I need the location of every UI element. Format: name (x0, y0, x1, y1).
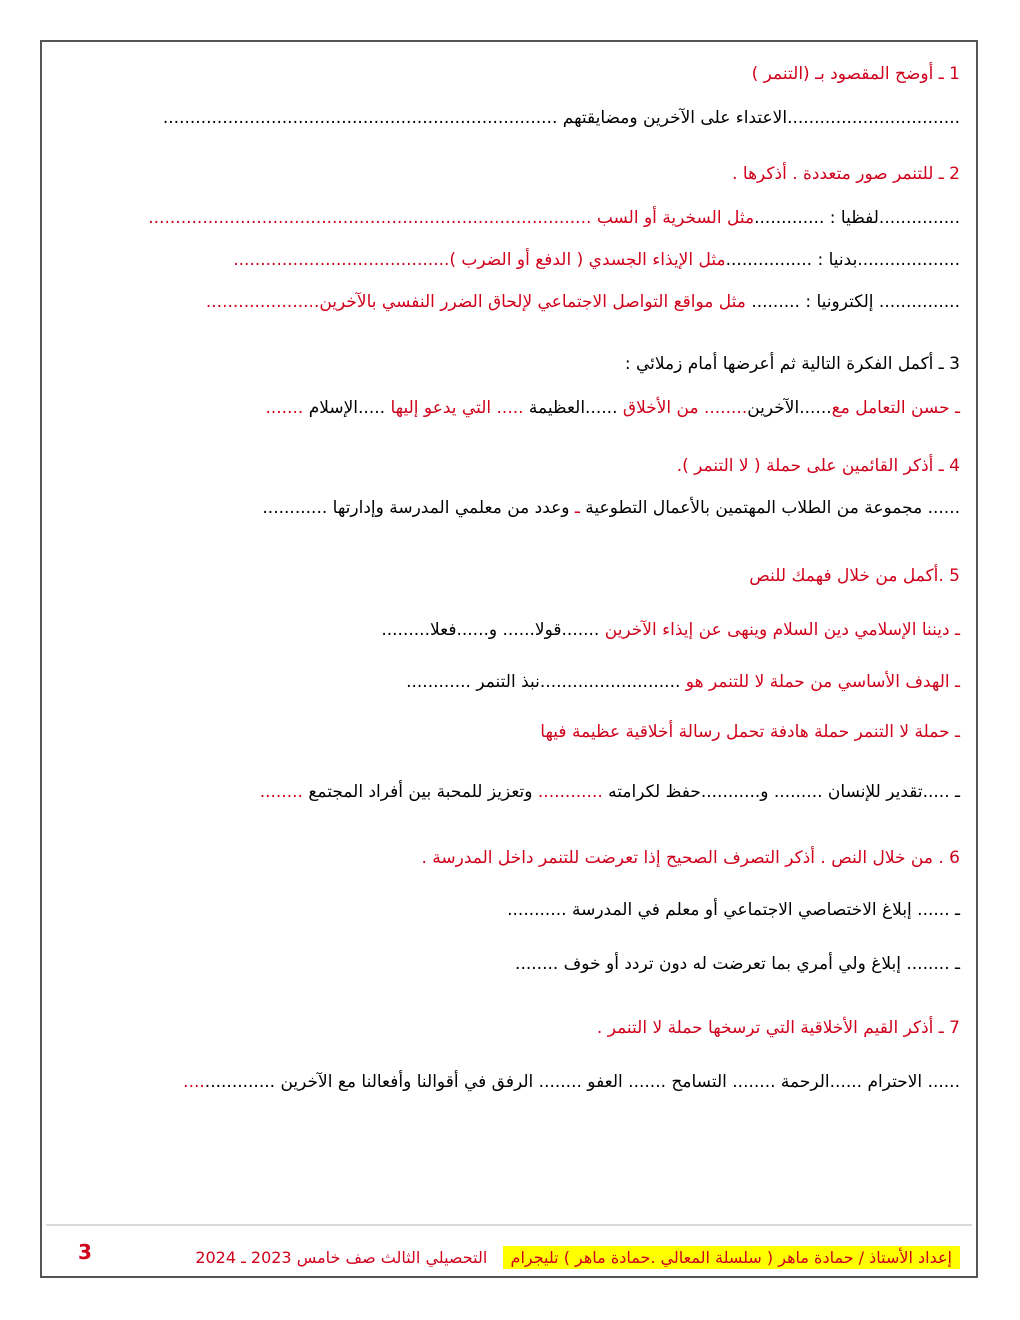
q2-verbal-prefix: ...............لفظيا : ............. (754, 208, 960, 228)
q7-answer-line (183, 1070, 960, 1094)
q4-answer-line (262, 496, 960, 520)
footer-highlight (503, 1246, 960, 1269)
q2-physical-suffix: ........................................ (233, 250, 450, 270)
q4-answer-2: وعدد من معلمي المدرسة وإدارتها ............ (262, 498, 570, 518)
q5-line-4-d: ........ (259, 782, 303, 802)
q5-line-4-c: وتعزيز للمحبة بين أفراد المجتمع (302, 782, 538, 802)
footer-author: إعداد الأستاذ / حمادة ماهر (773, 1248, 952, 1267)
q2-verbal-line (148, 206, 960, 230)
q2-verbal-answer: مثل السخرية أو السب (596, 208, 755, 228)
footer (60, 1242, 960, 1274)
q2-physical-prefix: ...................بدنيا : ................ (725, 250, 960, 270)
q3-title: 3 ـ أكمل الفكرة التالية ثم أعرضها أمام زملائي : (624, 354, 960, 374)
q3-part-1: ـ حسن التعامل مع (831, 398, 960, 418)
q6-answer-1 (507, 898, 960, 922)
q3-part-6: .....الإسلام (303, 398, 386, 418)
q6-answer-2 (515, 952, 960, 976)
q2-electronic-suffix: ..................... (205, 292, 320, 312)
q4-separator: ـ (569, 498, 580, 518)
q5-line-4-b: ............ (537, 782, 603, 802)
q2-physical-line (233, 248, 960, 272)
q6-answer-1-text: ـ ...... إبلاغ الاختصاصي الاجتماعي أو معلم في المدرسة ........... (507, 900, 960, 920)
q1-answer: الاعتداء على الآخرين ومضايقتهم (562, 108, 788, 128)
footer-divider (46, 1224, 972, 1226)
q3-part-7: ....... (265, 398, 304, 418)
q3-part-4: ......العظيمة (523, 398, 618, 418)
q5-line-3: ـ حملة لا التنمر حملة هادفة تحمل رسالة أخلاقية عظيمة فيها (540, 722, 960, 742)
q6-title: 6 . من خلال النص . أذكر التصرف الصحيح إذا تعرضت للتنمر داخل المدرسة . (421, 848, 960, 868)
q5-line-1-answer: .......قولا...... و......فعلا......... (381, 620, 600, 640)
q1-answer-suffix: ......................................................................... (162, 108, 563, 128)
q5-line-2-text: ـ الهدف الأساسي من حملة لا للتنمر هو (680, 672, 960, 692)
q4-answer-1: ...... مجموعة من الطلاب المهتمين بالأعمال التطوعية (579, 498, 960, 518)
q5-line-2 (406, 670, 960, 694)
q2-electronic-answer: مثل مواقع التواصل الاجتماعي لإلحاق الضرر النفسي بالآخرين (319, 292, 752, 312)
q6-answer-2-text: ـ ........ إبلاغ ولي أمري بما تعرضت له دون تردد أو خوف ........ (515, 954, 960, 974)
q5-line-1-text: ـ ديننا الإسلامي دين السلام وينهى عن إيذاء الآخرين (599, 620, 960, 640)
q2-title: 2 ـ للتنمر صور متعددة . أذكرها . (732, 164, 960, 184)
q2-electronic-prefix: ............... إلكترونيا : ......... (751, 292, 960, 312)
q7-answer-tail: .... (183, 1072, 205, 1092)
q7-title: 7 ـ أذكر القيم الأخلاقية التي ترسخها حملة لا التنمر . (596, 1018, 960, 1038)
q3-part-5: ..... التي يدعو إليها (385, 398, 524, 418)
q2-electronic-line (206, 290, 960, 314)
q3-answer-line (265, 396, 960, 420)
q1-answer-prefix: ................................ (787, 108, 960, 128)
q2-verbal-suffix: .................................................................................. (148, 208, 597, 228)
q3-part-3: ........ من الأخلاق (617, 398, 748, 418)
q2-physical-answer: مثل الإيذاء الجسدي ( الدفع أو الضرب ) (449, 250, 726, 270)
q1-title: 1 ـ أوضح المقصود بـ (التنمر ) (751, 64, 960, 84)
q5-title: 5 .أكمل من خلال فهمك للنص (749, 566, 960, 586)
q1-answer-line (163, 106, 960, 130)
footer-channel: ( سلسلة المعالي .حمادة ماهر ) تليجرام (510, 1248, 774, 1267)
q5-line-4 (260, 780, 960, 804)
q3-part-2: ......الآخرين (747, 398, 832, 418)
q4-title: 4 ـ أذكر القائمين على حملة ( لا التنمر ). (676, 456, 960, 476)
page-number: 3 (78, 1240, 92, 1264)
footer-exam: التحصيلي الثالث صف خامس 2023 ـ 2024 (195, 1248, 488, 1267)
q7-answer: ...... الاحترام ......الرحمة ........ التسامح ....... العفو ........ الرفق في أقوالنا وأفعالنا مع الآخرين ............. (204, 1072, 960, 1092)
q5-line-2-answer: ..........................نبذ التنمر ............ (406, 672, 681, 692)
q5-line-4-a: ـ .....تقدير للإنسان ......... و...........حفظ لكرامته (602, 782, 960, 802)
q5-line-1 (381, 618, 960, 642)
